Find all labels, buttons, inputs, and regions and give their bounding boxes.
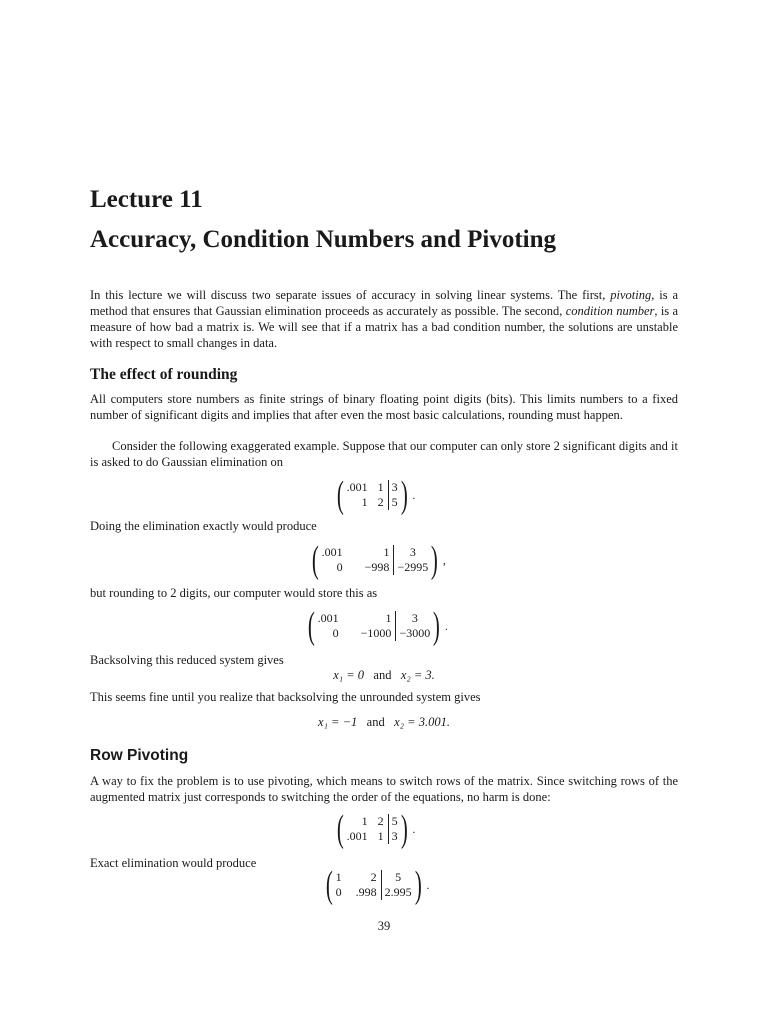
page-number: 39 (377, 919, 391, 933)
matrix-cell: −998 (364, 560, 390, 574)
matrix-cell: 1 (383, 545, 390, 559)
pivoting-paragraph: A way to fix the problem is to use pivoting, which means to switch rows of the matrix. Since switching rows of the augmented matrix just corresponds to switching the order of the equations, no harm is done: (90, 774, 678, 804)
augmented-column (388, 814, 398, 844)
left-paren: ( (307, 605, 315, 647)
matrix-cell: 1 (335, 870, 342, 884)
term-condition-number: condition number (565, 304, 655, 318)
matrix-cell: 3 (391, 829, 398, 843)
left-paren: ( (336, 474, 344, 516)
matrix-cell: 0 (336, 560, 343, 574)
augmented-column (381, 870, 412, 900)
eq-x2: x₂ = 3. (400, 668, 435, 682)
matrix-cell: 5 (395, 870, 402, 884)
matrix-punct: . (444, 618, 448, 633)
equation-rounded-solution (90, 668, 678, 683)
intro-paragraph (90, 287, 678, 351)
eq-x1: x₁ = 0 (333, 668, 365, 682)
lecture-title (90, 180, 690, 260)
matrix-cell: 2.995 (384, 885, 412, 899)
matrix-cell: 1 (385, 611, 392, 625)
matrix-cell: 1 (361, 814, 368, 828)
lecture-subject: Accuracy, Condition Numbers and Pivoting (90, 226, 557, 253)
matrix-cell: 5 (391, 814, 398, 828)
eq-x2: x₂ = 3.001. (394, 715, 450, 729)
right-paren: ) (400, 474, 408, 516)
matrix-punct: . (426, 877, 430, 892)
augmented-column (388, 480, 398, 510)
matrix-cell: .001 (317, 611, 339, 625)
text-backsolve: Backsolving this reduced system gives (90, 653, 284, 667)
rounding-paragraph-1: All computers store numbers as finite strings of binary floating point digits (bits). This limits numbers to a fixed number of significant digits and implies that after even the most basic calculations, rounding must happen. (90, 392, 678, 422)
matrix-punct: , (442, 552, 446, 567)
text-exact-elimination: Doing the elimination exactly would produce (90, 519, 317, 533)
section-heading-pivoting: Row Pivoting (90, 747, 189, 764)
left-paren: ( (311, 539, 319, 581)
matrix-pivoted (334, 810, 415, 848)
lecture-number: Lecture 11 (90, 186, 203, 213)
rounding-paragraph-2: Consider the following exaggerated example. Suppose that our computer can only store 2 significant digits and it is asked to do Gaussian elimination on (90, 439, 678, 469)
section-heading-rounding: The effect of rounding (90, 366, 238, 383)
matrix-cell: 3 (391, 480, 398, 494)
matrix-cell: .001 (346, 480, 368, 494)
left-paren: ( (336, 808, 344, 850)
matrix-cell: −3000 (399, 626, 431, 640)
matrix-cell: 1 (377, 829, 384, 843)
matrix-punct: . (412, 487, 416, 502)
matrix-cell: .998 (355, 885, 377, 899)
eq-and: and (366, 715, 385, 729)
matrix-cell: .001 (321, 545, 343, 559)
eq-x1: x₁ = −1 (318, 715, 358, 729)
intro-text-1: In this lecture we will discuss two separate issues of accuracy in solving linear systems. The first, (90, 288, 611, 302)
intro-text-2: , is a method that ensures that Gaussian elimination proceeds as accurately as possible. The second, (90, 288, 679, 318)
equation-exact-solution (90, 715, 678, 730)
matrix-exact (309, 541, 446, 579)
matrix-cell: 1 (377, 480, 384, 494)
matrix-cell: 5 (391, 495, 398, 509)
intro-text-3: , is a measure of how bad a matrix is. We will see that if a matrix has a bad condition number, the solutions are unstable with respect to small changes in data. (90, 304, 678, 350)
term-pivoting: pivoting (610, 288, 652, 302)
matrix-pivot-result (323, 866, 429, 904)
matrix-cell: 3 (411, 611, 418, 625)
matrix-cell: 0 (335, 885, 342, 899)
augmented-column (395, 611, 430, 641)
right-paren: ) (400, 808, 408, 850)
matrix-cell: 1 (361, 495, 368, 509)
right-paren: ) (433, 605, 441, 647)
matrix-original (334, 476, 415, 514)
matrix-cell: 0 (332, 626, 339, 640)
right-paren: ) (431, 539, 439, 581)
text-rounding: but rounding to 2 digits, our computer would store this as (90, 586, 378, 600)
matrix-cell: 2 (377, 495, 384, 509)
matrix-cell: 3 (409, 545, 416, 559)
right-paren: ) (414, 864, 422, 906)
text-pivot-exact: Exact elimination would produce (90, 856, 257, 870)
eq-and: and (373, 668, 392, 682)
matrix-cell: .001 (346, 829, 368, 843)
matrix-rounded (305, 607, 448, 645)
left-paren: ( (325, 864, 333, 906)
matrix-cell: 2 (377, 814, 384, 828)
matrix-punct: . (412, 821, 416, 836)
matrix-cell: 2 (370, 870, 377, 884)
matrix-cell: −2995 (397, 560, 429, 574)
text-unrounded: This seems fine until you realize that backsolving the unrounded system gives (90, 690, 481, 704)
matrix-cell: −1000 (360, 626, 392, 640)
augmented-column (393, 545, 428, 575)
